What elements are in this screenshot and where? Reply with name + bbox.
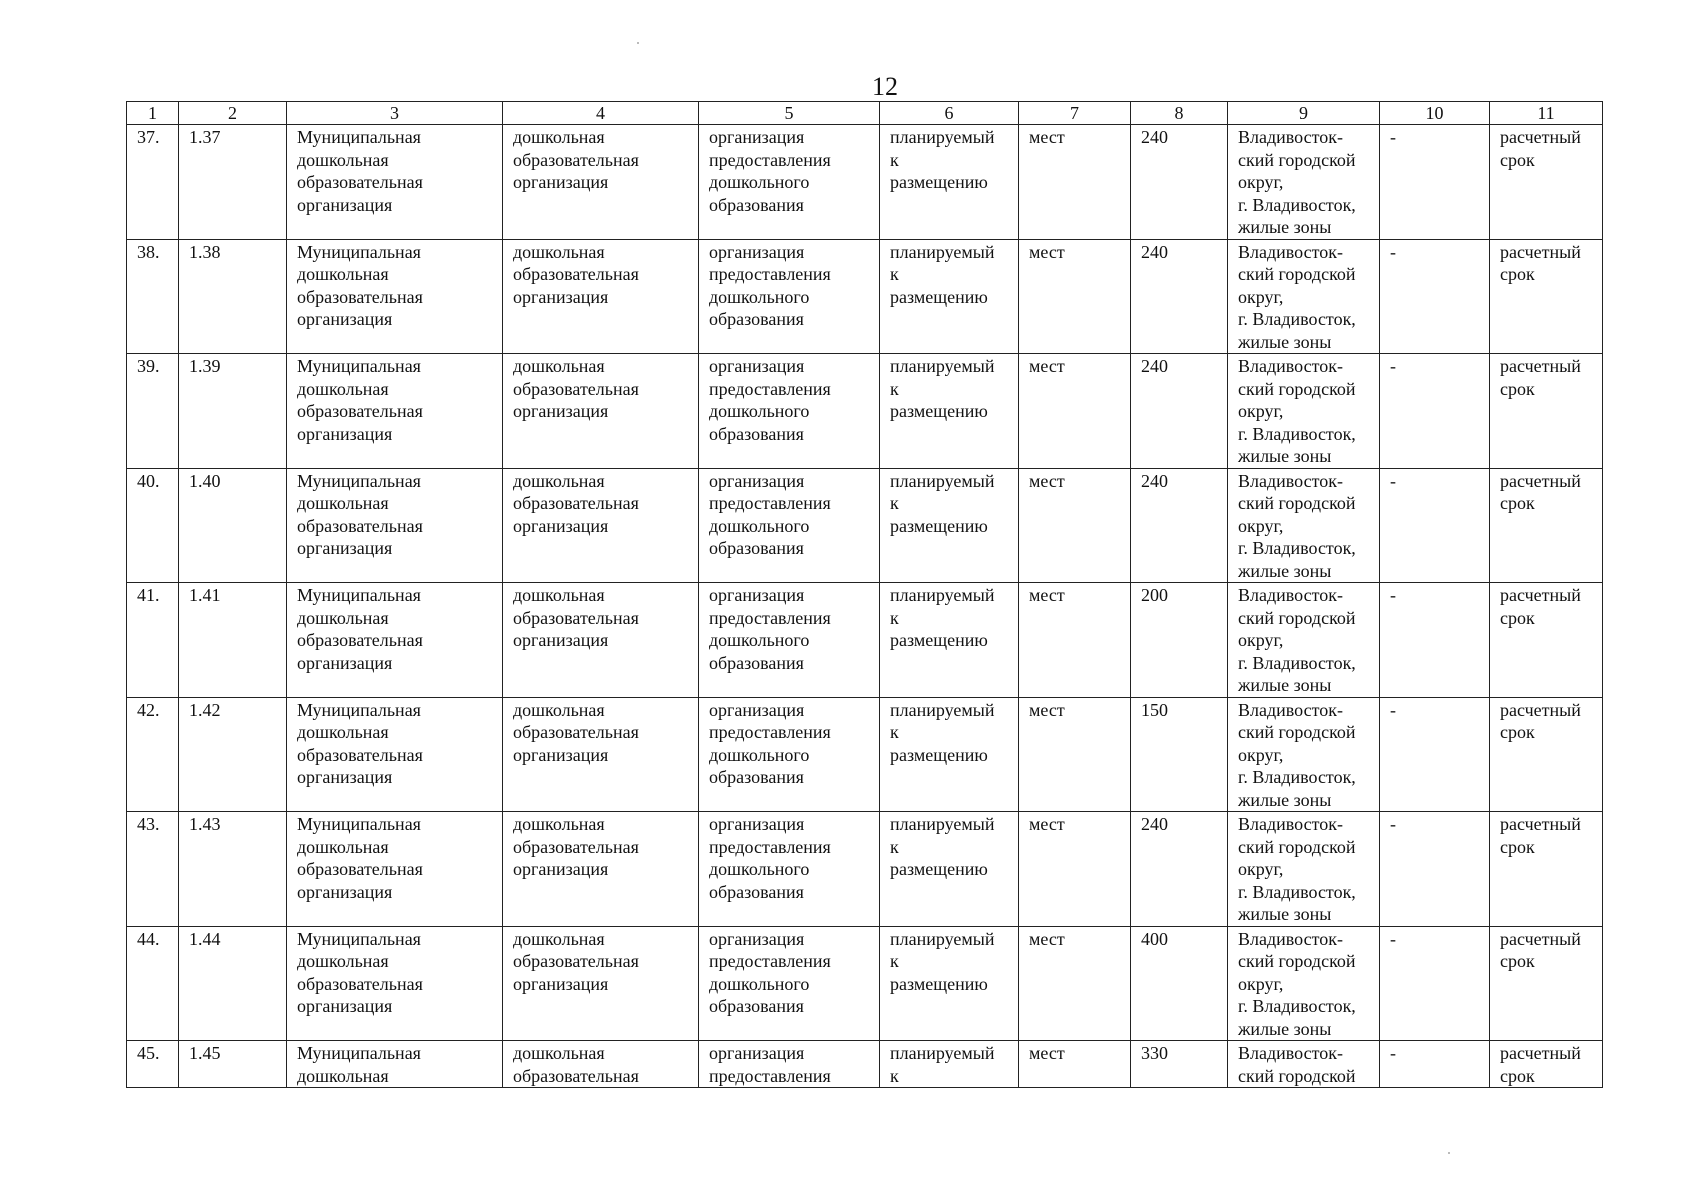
capacity-cell: 240	[1131, 468, 1228, 583]
location-cell: Владивосток- ский городской округ, г. Владивосток, жилые зоны	[1228, 125, 1380, 240]
term-cell: расчетный срок	[1490, 239, 1603, 354]
capacity-cell: 400	[1131, 926, 1228, 1041]
unit-cell: мест	[1019, 125, 1131, 240]
planning-table	[126, 101, 1603, 1088]
location-cell: Владивосток- ский городской округ, г. Владивосток, жилые зоны	[1228, 697, 1380, 812]
object-type-cell: дошкольная образовательная	[503, 1041, 699, 1088]
row-number-cell: 43.	[127, 812, 179, 927]
table-row	[127, 1041, 1603, 1088]
unit-cell: мест	[1019, 812, 1131, 927]
row-number-cell: 42.	[127, 697, 179, 812]
column-number: 3	[287, 102, 503, 125]
object-name-cell: Муниципальная дошкольная образовательная организация	[287, 697, 503, 812]
column-number: 6	[880, 102, 1019, 125]
item-code-cell: 1.43	[179, 812, 287, 927]
unit-cell: мест	[1019, 354, 1131, 469]
object-type-cell: дошкольная образовательная организация	[503, 926, 699, 1041]
location-cell: Владивосток- ский городской округ, г. Владивосток, жилые зоны	[1228, 354, 1380, 469]
location-cell: Владивосток- ский городской	[1228, 1041, 1380, 1088]
item-code-cell: 1.37	[179, 125, 287, 240]
unit-cell: мест	[1019, 926, 1131, 1041]
purpose-cell: организация предоставления дошкольного образования	[699, 583, 880, 698]
purpose-cell: организация предоставления дошкольного образования	[699, 468, 880, 583]
status-cell: планируемый к размещению	[880, 926, 1019, 1041]
status-cell: планируемый к размещению	[880, 583, 1019, 698]
object-name-cell: Муниципальная дошкольная образовательная организация	[287, 125, 503, 240]
table-row	[127, 239, 1603, 354]
capacity-cell: 240	[1131, 812, 1228, 927]
column-number: 10	[1380, 102, 1490, 125]
status-cell: планируемый к	[880, 1041, 1019, 1088]
column-number: 8	[1131, 102, 1228, 125]
term-cell: расчетный срок	[1490, 354, 1603, 469]
zone-cell: -	[1380, 468, 1490, 583]
column-number: 1	[127, 102, 179, 125]
row-number-cell: 41.	[127, 583, 179, 698]
scan-artifact	[637, 42, 639, 44]
table-row	[127, 926, 1603, 1041]
capacity-cell: 240	[1131, 354, 1228, 469]
term-cell: расчетный срок	[1490, 583, 1603, 698]
item-code-cell: 1.42	[179, 697, 287, 812]
row-number-cell: 37.	[127, 125, 179, 240]
table-row	[127, 583, 1603, 698]
row-number-cell: 45.	[127, 1041, 179, 1088]
purpose-cell: организация предоставления дошкольного образования	[699, 354, 880, 469]
column-number-header	[127, 102, 1603, 125]
column-number: 9	[1228, 102, 1380, 125]
zone-cell: -	[1380, 812, 1490, 927]
object-type-cell: дошкольная образовательная организация	[503, 354, 699, 469]
table-row	[127, 468, 1603, 583]
capacity-cell: 200	[1131, 583, 1228, 698]
status-cell: планируемый к размещению	[880, 468, 1019, 583]
object-type-cell: дошкольная образовательная организация	[503, 583, 699, 698]
purpose-cell: организация предоставления дошкольного образования	[699, 697, 880, 812]
object-type-cell: дошкольная образовательная организация	[503, 239, 699, 354]
item-code-cell: 1.41	[179, 583, 287, 698]
term-cell: расчетный срок	[1490, 125, 1603, 240]
item-code-cell: 1.40	[179, 468, 287, 583]
location-cell: Владивосток- ский городской округ, г. Владивосток, жилые зоны	[1228, 239, 1380, 354]
unit-cell: мест	[1019, 468, 1131, 583]
table-row	[127, 354, 1603, 469]
unit-cell: мест	[1019, 1041, 1131, 1088]
status-cell: планируемый к размещению	[880, 697, 1019, 812]
zone-cell: -	[1380, 125, 1490, 240]
object-name-cell: Муниципальная дошкольная образовательная организация	[287, 354, 503, 469]
column-number: 4	[503, 102, 699, 125]
object-name-cell: Муниципальная дошкольная образовательная организация	[287, 926, 503, 1041]
item-code-cell: 1.44	[179, 926, 287, 1041]
status-cell: планируемый к размещению	[880, 812, 1019, 927]
table-row	[127, 812, 1603, 927]
location-cell: Владивосток- ский городской округ, г. Владивосток, жилые зоны	[1228, 926, 1380, 1041]
zone-cell: -	[1380, 697, 1490, 812]
row-number-cell: 38.	[127, 239, 179, 354]
row-number-cell: 40.	[127, 468, 179, 583]
object-name-cell: Муниципальная дошкольная образовательная организация	[287, 468, 503, 583]
item-code-cell: 1.39	[179, 354, 287, 469]
column-number: 2	[179, 102, 287, 125]
capacity-cell: 240	[1131, 125, 1228, 240]
object-type-cell: дошкольная образовательная организация	[503, 697, 699, 812]
column-number: 11	[1490, 102, 1603, 125]
zone-cell: -	[1380, 926, 1490, 1041]
capacity-cell: 330	[1131, 1041, 1228, 1088]
term-cell: расчетный срок	[1490, 697, 1603, 812]
table-row	[127, 125, 1603, 240]
status-cell: планируемый к размещению	[880, 239, 1019, 354]
object-name-cell: Муниципальная дошкольная	[287, 1041, 503, 1088]
unit-cell: мест	[1019, 239, 1131, 354]
capacity-cell: 150	[1131, 697, 1228, 812]
object-name-cell: Муниципальная дошкольная образовательная организация	[287, 239, 503, 354]
purpose-cell: организация предоставления	[699, 1041, 880, 1088]
status-cell: планируемый к размещению	[880, 354, 1019, 469]
page-number: 12	[872, 72, 898, 101]
object-name-cell: Муниципальная дошкольная образовательная организация	[287, 812, 503, 927]
zone-cell: -	[1380, 1041, 1490, 1088]
term-cell: расчетный срок	[1490, 468, 1603, 583]
location-cell: Владивосток- ский городской округ, г. Владивосток, жилые зоны	[1228, 583, 1380, 698]
table-row	[127, 697, 1603, 812]
scan-artifact	[1448, 1152, 1450, 1154]
zone-cell: -	[1380, 239, 1490, 354]
term-cell: расчетный срок	[1490, 926, 1603, 1041]
purpose-cell: организация предоставления дошкольного образования	[699, 812, 880, 927]
item-code-cell: 1.45	[179, 1041, 287, 1088]
item-code-cell: 1.38	[179, 239, 287, 354]
object-type-cell: дошкольная образовательная организация	[503, 468, 699, 583]
capacity-cell: 240	[1131, 239, 1228, 354]
object-type-cell: дошкольная образовательная организация	[503, 125, 699, 240]
term-cell: расчетный срок	[1490, 1041, 1603, 1088]
unit-cell: мест	[1019, 583, 1131, 698]
column-number: 7	[1019, 102, 1131, 125]
zone-cell: -	[1380, 583, 1490, 698]
unit-cell: мест	[1019, 697, 1131, 812]
zone-cell: -	[1380, 354, 1490, 469]
purpose-cell: организация предоставления дошкольного образования	[699, 125, 880, 240]
location-cell: Владивосток- ский городской округ, г. Владивосток, жилые зоны	[1228, 468, 1380, 583]
column-number: 5	[699, 102, 880, 125]
purpose-cell: организация предоставления дошкольного образования	[699, 239, 880, 354]
row-number-cell: 39.	[127, 354, 179, 469]
object-name-cell: Муниципальная дошкольная образовательная организация	[287, 583, 503, 698]
term-cell: расчетный срок	[1490, 812, 1603, 927]
status-cell: планируемый к размещению	[880, 125, 1019, 240]
location-cell: Владивосток- ский городской округ, г. Владивосток, жилые зоны	[1228, 812, 1380, 927]
purpose-cell: организация предоставления дошкольного образования	[699, 926, 880, 1041]
row-number-cell: 44.	[127, 926, 179, 1041]
object-type-cell: дошкольная образовательная организация	[503, 812, 699, 927]
